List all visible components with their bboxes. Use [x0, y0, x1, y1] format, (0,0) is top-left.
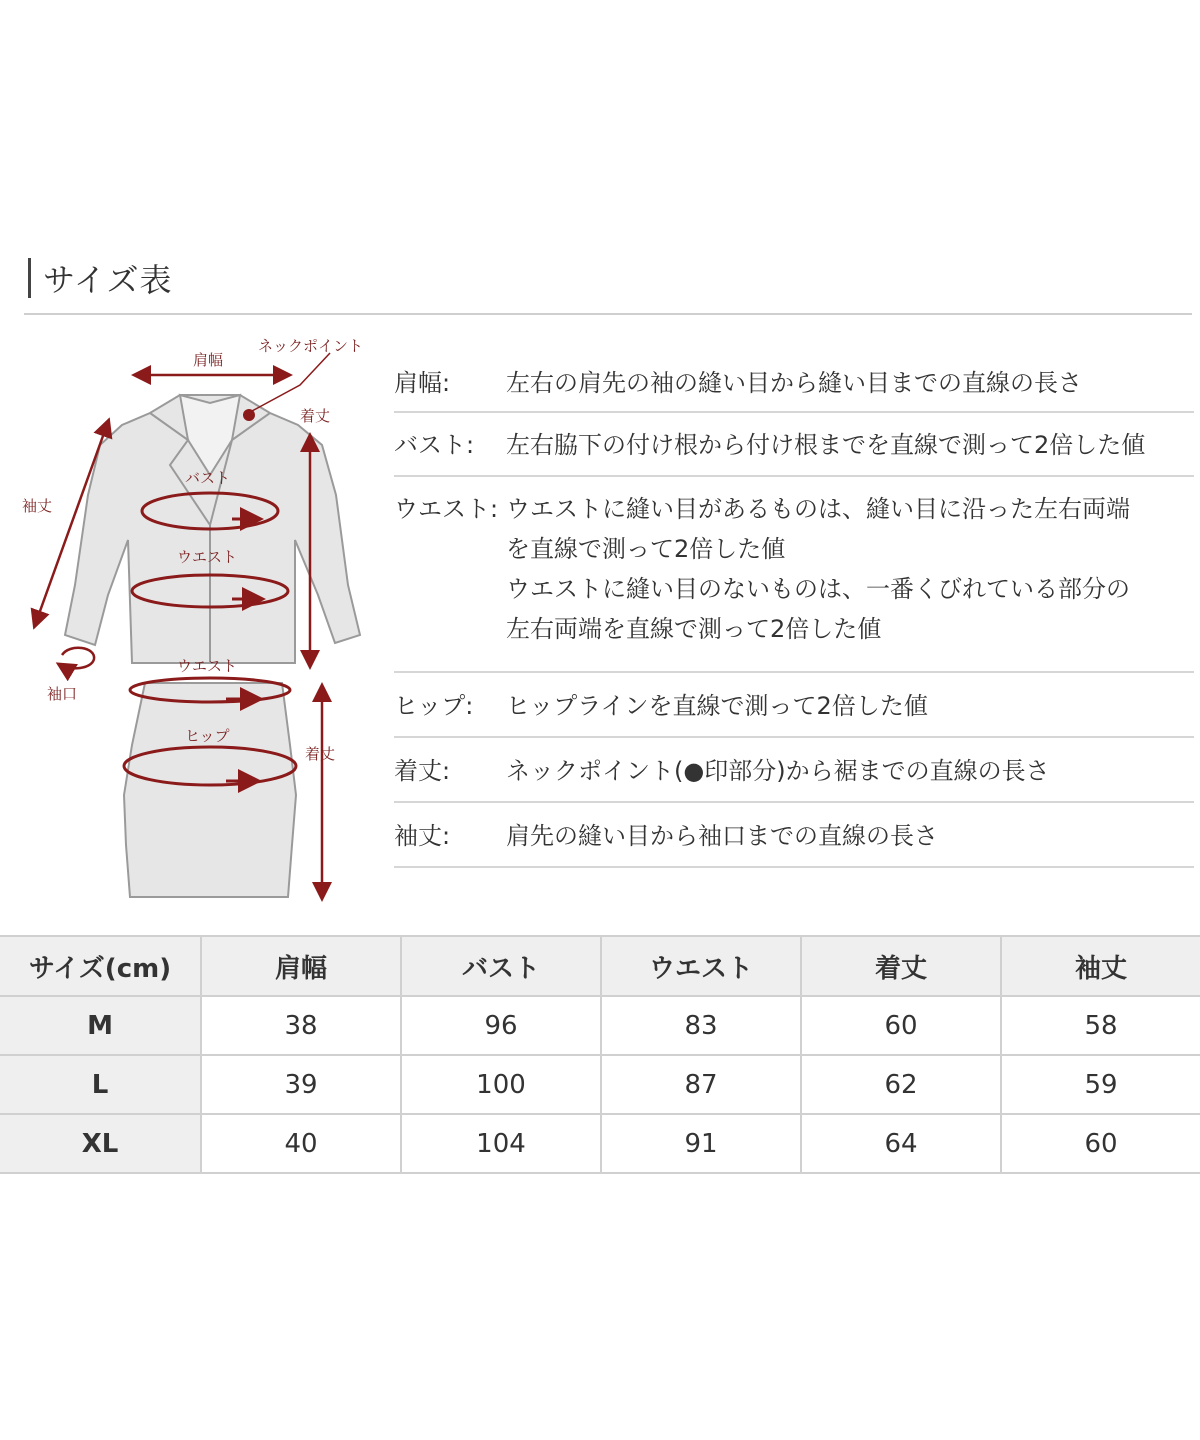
table-cell: 60: [801, 996, 1001, 1055]
table-cell: 38: [201, 996, 401, 1055]
label-waist-skirt: ウエスト: [177, 657, 238, 675]
definition-text: ヒップラインを直線で測って2倍した値: [506, 692, 928, 720]
table-cell: 60: [1001, 1114, 1200, 1173]
measurement-definitions: [394, 350, 1194, 868]
title-divider: [24, 313, 1192, 315]
definition-term: 袖丈:: [394, 822, 451, 850]
size-label: M: [0, 996, 201, 1055]
page-title: サイズ表: [43, 261, 173, 299]
table-cell: 91: [601, 1114, 801, 1173]
label-length-skirt: 着丈: [305, 745, 336, 763]
table-cell: 83: [601, 996, 801, 1055]
column-header: ウエスト: [601, 936, 801, 996]
label-shoulder: 肩幅: [193, 351, 224, 369]
definition-text: ネックポイント(●印部分)から裾までの直線の長さ: [506, 757, 1050, 785]
definition-text: ウエストに縫い目があるものは、縫い目に沿った左右両端: [506, 495, 1130, 523]
size-label: L: [0, 1055, 201, 1114]
definition-row: [394, 673, 1194, 738]
measurement-diagram: [0, 325, 385, 910]
label-bust: バスト: [185, 469, 231, 487]
definition-row: [394, 413, 1194, 477]
table-cell: 104: [401, 1114, 601, 1173]
table-cell: 62: [801, 1055, 1001, 1114]
definition-text: 左右両端を直線で測って2倍した値: [506, 615, 882, 643]
table-cell: 59: [1001, 1055, 1200, 1114]
neck-point-leader: [252, 353, 330, 411]
definition-term: ヒップ:: [394, 692, 474, 720]
column-header: 肩幅: [201, 936, 401, 996]
table-row: [0, 1055, 1200, 1114]
table-row: [0, 996, 1200, 1055]
table-cell: 96: [401, 996, 601, 1055]
title-accent-bar: [28, 258, 31, 298]
table-cell: 58: [1001, 996, 1200, 1055]
definition-text: 左右の肩先の袖の縫い目から縫い目までの直線の長さ: [506, 369, 1082, 397]
column-header: バスト: [401, 936, 601, 996]
definition-term: 着丈:: [394, 757, 451, 785]
definition-row: [394, 803, 1194, 868]
size-label: XL: [0, 1114, 201, 1173]
definition-row: [394, 350, 1194, 413]
table-cell: 100: [401, 1055, 601, 1114]
table-cell: 39: [201, 1055, 401, 1114]
definition-text: を直線で測って2倍した値: [506, 535, 786, 563]
column-header: 袖丈: [1001, 936, 1200, 996]
table-cell: 64: [801, 1114, 1001, 1173]
skirt-shape: [124, 683, 296, 897]
definition-text: ウエストに縫い目のないものは、一番くびれている部分の: [506, 575, 1130, 603]
column-header: サイズ(cm): [0, 936, 201, 996]
cuff-measure-loop: [60, 648, 94, 669]
label-waist-top: ウエスト: [177, 548, 238, 566]
table-cell: 87: [601, 1055, 801, 1114]
label-sleeve: 袖丈: [22, 497, 53, 515]
definition-row: [394, 477, 1194, 673]
definition-text: 肩先の縫い目から袖口までの直線の長さ: [506, 822, 938, 850]
definition-text: 左右脇下の付け根から付け根までを直線で測って2倍した値: [506, 431, 1146, 459]
table-cell: 40: [201, 1114, 401, 1173]
column-header: 着丈: [801, 936, 1001, 996]
label-hip: ヒップ: [185, 727, 230, 745]
definition-row: [394, 738, 1194, 803]
table-header-row: [0, 936, 1200, 996]
section-title: [28, 258, 172, 298]
label-neck-point: ネックポイント: [258, 337, 364, 355]
definition-term: バスト:: [394, 431, 475, 459]
definition-term: 肩幅:: [394, 369, 451, 397]
definition-term: ウエスト:: [394, 495, 499, 523]
table-row: [0, 1114, 1200, 1173]
label-cuff: 袖口: [47, 685, 78, 703]
size-table: [0, 935, 1200, 1174]
label-length-top: 着丈: [300, 407, 331, 425]
